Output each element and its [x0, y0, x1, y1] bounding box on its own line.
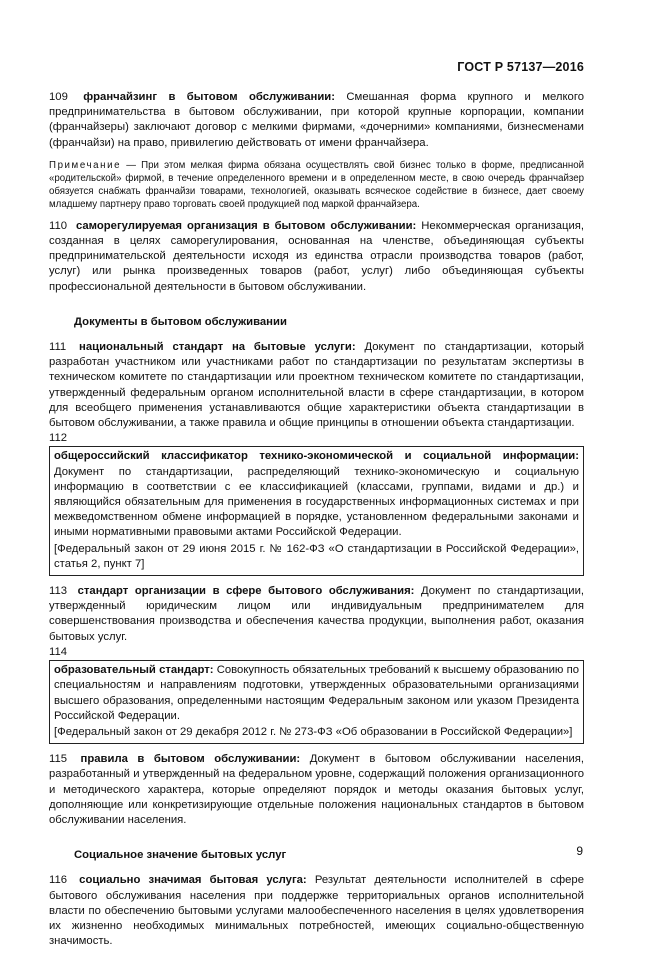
- entry-110: [49, 219, 584, 295]
- entry-number: 113: [49, 585, 68, 598]
- entry-116: [49, 873, 584, 949]
- entry-112-box: [49, 446, 584, 576]
- entry-term: франчайзинг в бытовом обслуживании:: [83, 91, 335, 103]
- entry-term: стандарт организации в сфере бытового обслуживания:: [77, 585, 415, 598]
- entry-definition: Документ по стандартизации, который разработан участником или участниками работ по стандартизации по результатам экспертизы в техническом комитете по стандартизации или проектном техническом комитете по стандартизации, утвержденный федеральным органом исполнительной власти в сфере стандартизации, в котором для всеобщего применения устанавливаются общие характеристики объекта стандартизации в бытовом обслуживании, а также правила и общие принципы в отношении объекта стандартизации.: [49, 341, 585, 430]
- entry-number: 116: [49, 874, 68, 887]
- entry-reference: [Федеральный закон от 29 июня 2015 г. № 162-ФЗ «О стандартизации в Российской Федерации», статья 2, пункт 7]: [54, 542, 579, 570]
- entry-term: саморегулируемая организация в бытовом обслуживании:: [75, 219, 417, 232]
- entry-definition: Документ по стандартизации, утвержденный юридическим лицом или индивидуальным предпринимателем для совершенствования производства и обеспечения качества продукции, выполнения работ, оказания бытовых услуг.: [49, 585, 585, 643]
- entry-term: национальный стандарт на бытовые услуги:: [79, 341, 356, 354]
- document-header-id: ГОСТ Р 57137—2016: [457, 60, 584, 74]
- entry-115: [49, 752, 584, 828]
- entry-reference: [Федеральный закон от 29 декабря 2012 г. № 273-ФЗ «Об образовании в Российской Федерации»]: [54, 725, 573, 738]
- entry-111: [49, 340, 584, 431]
- entry-number: 115: [49, 753, 68, 766]
- entry-definition: Документ в бытовом обслуживании населения, разработанный и утвержденный на федеральном уровне, содержащий положения организационного и методического характера, которые определяют порядок и методы оказания бытовых услуг, дополняющие или конкретизирующие отдельные положения национальных стандартов в бытовом обслуживании населения.: [49, 753, 585, 826]
- section-heading-social: Социальное значение бытовых услуг: [74, 849, 287, 862]
- entry-113: [49, 584, 584, 645]
- section-heading-documents: Документы в бытовом обслуживании: [74, 315, 287, 328]
- page-number: 9: [576, 844, 583, 858]
- entry-number: 109: [49, 91, 68, 103]
- entry-109: [49, 90, 584, 151]
- entry-definition: Документ по стандартизации, распределяющий технико-экономическую и социальную информацию в соответствии с ее классификацией (классами, группами, видами и др.) и являющийся обязательным для применения в государственных информационных системах и при межведомственном обмене информацией в порядке, установленном федеральными законами и иными нормативными правовыми актами Российской Федерации.: [54, 465, 579, 539]
- entry-number: 111: [49, 341, 67, 354]
- entry-number-114: 114: [49, 645, 68, 658]
- entry-definition: Некоммерческая организация, созданная в целях саморегулирования, основанная на членстве, объединяющая субъекты предпринимательской деятельности исходя из единства отрасли производства товаров (работ, услуг) или рынка произведенных товаров (работ, услуг) либо объединяющая субъекты профессиональной деятельности в бытовом обслуживании.: [49, 219, 585, 293]
- entry-112: [54, 449, 579, 540]
- entry-definition: Смешанная форма крупного и мелкого предпринимательства в бытовом обслуживании, при которой крупные корпорации, компании (франчайзеры) заключают договор с мелкими фирмами, «дочерними» компаниями, бизнесменами (франчайзи) на право, привилегию действовать от имени франчайзера.: [49, 91, 584, 149]
- entry-114: [54, 663, 579, 724]
- entry-term: социально значимая бытовая услуга:: [79, 874, 307, 887]
- entry-114-box: [49, 660, 584, 744]
- entry-term: образовательный стандарт:: [54, 664, 214, 677]
- entry-number: 110: [49, 219, 68, 232]
- note-text: — При этом мелкая фирма обязана осуществлять свой бизнес только в форме, предписанной «родительской» фирмой, в течение определенного времени и в определенном месте, в свою очередь франчайзер обязуется снабжать франчайзи товарами, технологией, оказывать всяческое содействие в бизнесе, дает своему младшему партнеру право торговать своей продукцией под маркой франчайзера.: [49, 159, 584, 210]
- entry-definition: Совокупность обязательных требований к высшему образованию по специальностям и направлениям подготовки, утвержденных образовательными организациями высшего образования, определенными настоящим Федеральным законом или указом Президента Российской Федерации.: [54, 664, 579, 722]
- entry-number-112: 112: [49, 432, 68, 445]
- entry-term: общероссийский классификатор технико-экономической и социальной информации:: [54, 450, 579, 463]
- entry-definition: Результат деятельности исполнителей в сфере бытового обслуживания населения при поддержке территориальных органов исполнительной власти по обеспечению бытовыми услугами малообеспеченного населения в целях удовлетворения их жизненно необходимых минимальных потребностей, имеющих социально-общественную значимость.: [49, 874, 585, 948]
- entry-term: правила в бытовом обслуживании:: [80, 753, 301, 766]
- note-109: [49, 159, 584, 211]
- note-label: Примечание: [49, 159, 122, 171]
- document-body: [49, 90, 584, 957]
